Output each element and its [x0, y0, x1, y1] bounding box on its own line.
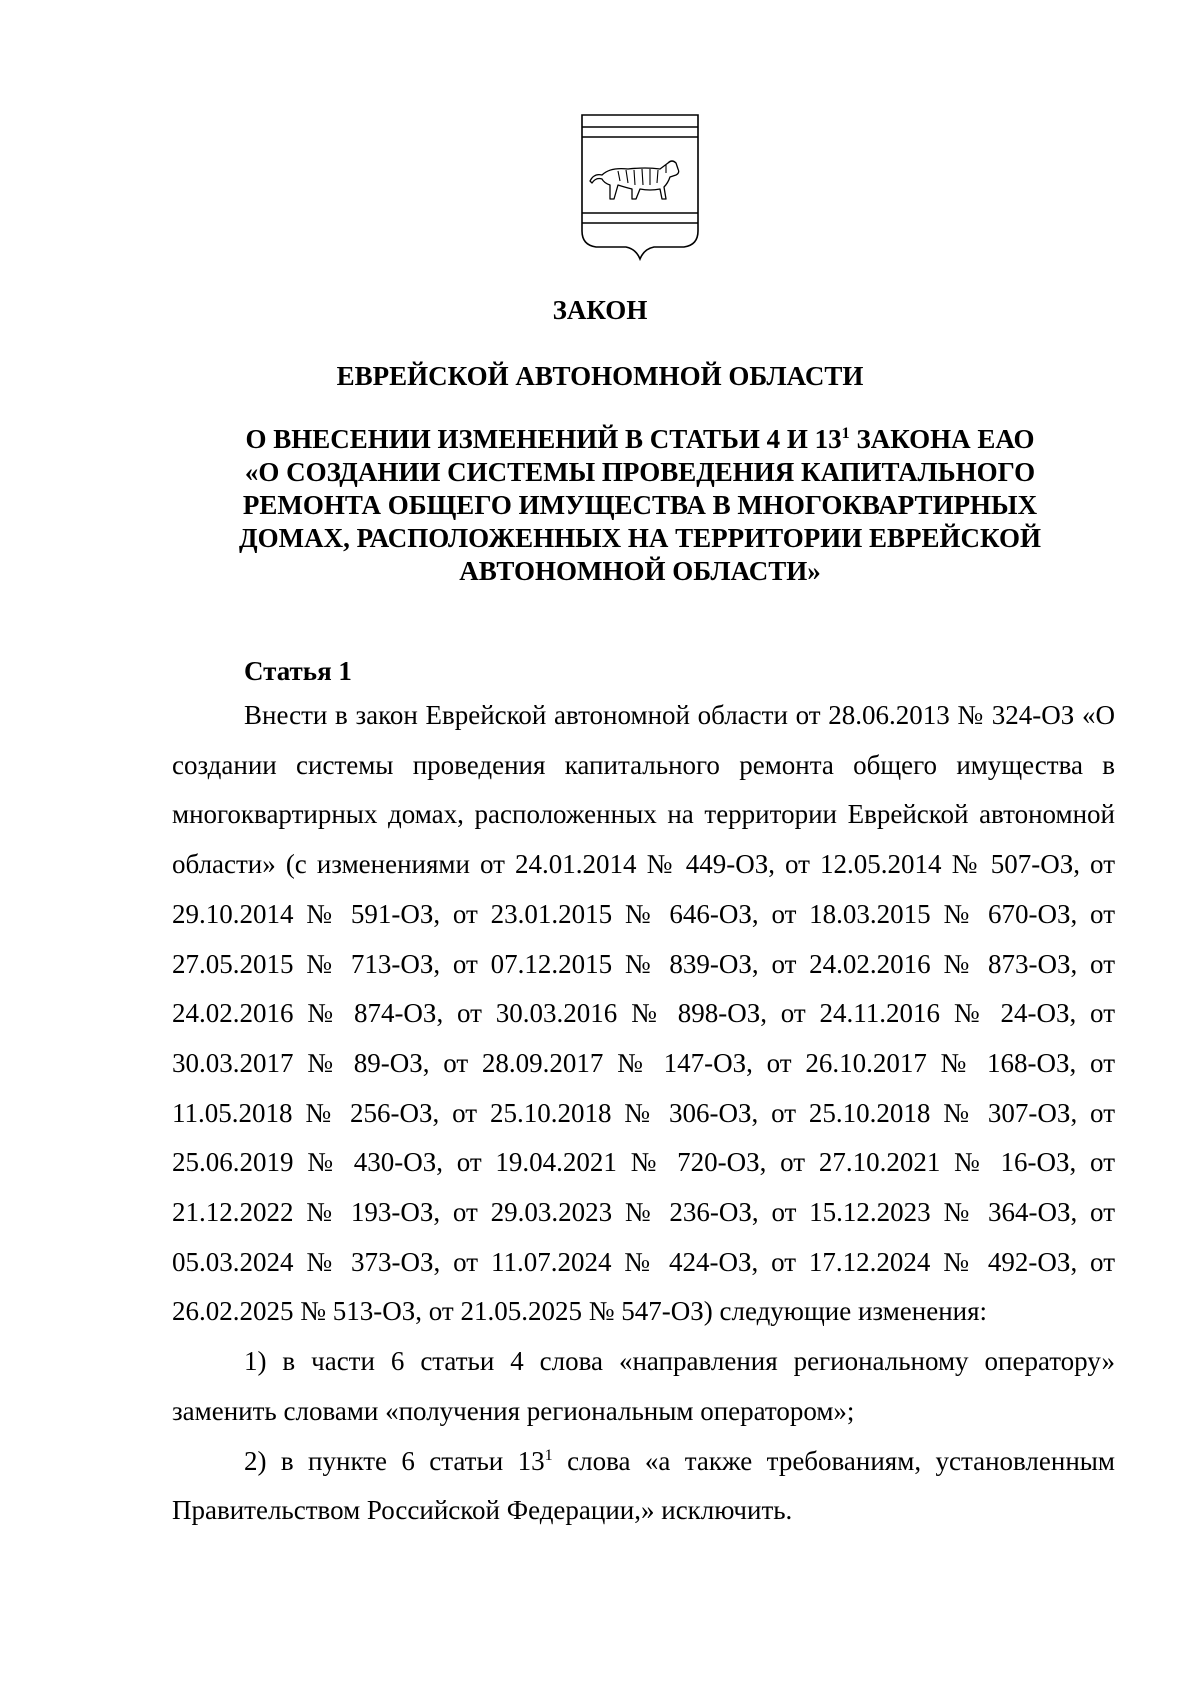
- amendment-item-2: 2) в пункте 6 статьи $13^1$ слова «а также требованиям, установленным Правительством Российской Федерации,» исключить.: [172, 1445, 1115, 1526]
- coat-of-arms-emblem: [580, 113, 700, 263]
- article-heading: Статья 1: [244, 656, 352, 686]
- law-title-line: АВТОНОМНОЙ ОБЛАСТИ»: [459, 556, 821, 586]
- law-title-line: РЕМОНТА ОБЩЕГО ИМУЩЕСТВА В МНОГОКВАРТИРНЫХ: [242, 490, 1038, 520]
- document-type-heading: ЗАКОН: [552, 295, 648, 325]
- law-title-line: «О СОЗДАНИИ СИСТЕМЫ ПРОВЕДЕНИЯ КАПИТАЛЬНОГО: [244, 457, 1036, 487]
- law-title-line: О ВНЕСЕНИИ ИЗМЕНЕНИЙ В СТАТЬИ 4 И $13^1$ ЗАКОНА ЕАО: [245, 424, 1035, 454]
- article-intro-paragraph: Внести в закон Еврейской автономной области от 28.06.2013 № 324-ОЗ «О создании системы проведения капитального ремонта общего имущества в многоквартирных домах, расположенных на территории Еврейской автономной области» (с изменениями от 24.01.2014 № 449-ОЗ, от 12.05.2014 № 507-ОЗ, от 29.10.2014 № 591-ОЗ, от 23.01.2015 № 646-ОЗ, от 18.03.2015 № 670-ОЗ, от 27.05.2015 № 713-ОЗ, от 07.12.2015 № 839-ОЗ, от 24.02.2016 № 873-ОЗ, от 24.02.2016 № 874-ОЗ, от 30.03.2016 № 898-ОЗ, от 24.11.2016 № 24-ОЗ, от 30.03.2017 № 89-ОЗ, от 28.09.2017 № 147-ОЗ, от 26.10.2017 № 168-ОЗ, от 11.05.2018 № 256-ОЗ, от 25.10.2018 № 306-ОЗ, от 25.10.2018 № 307-ОЗ, от 25.06.2019 № 430-ОЗ, от 19.04.2021 № 720-ОЗ, от 27.10.2021 № 16-ОЗ, от 21.12.2022 № 193-ОЗ, от 29.03.2023 № 236-ОЗ, от 15.12.2023 № 364-ОЗ, от 05.03.2024 № 373-ОЗ, от 11.07.2024 № 424-ОЗ, от 17.12.2024 № 492-ОЗ, от 26.02.2025 № 513-ОЗ, от 21.05.2025 № 547-ОЗ) следующие изменения:: [172, 700, 1115, 1327]
- amendment-item-1: 1) в части 6 статьи 4 слова «направления региональному оператору» заменить словами «получения региональным оператором»;: [172, 1346, 1115, 1426]
- region-heading: ЕВРЕЙСКОЙ АВТОНОМНОЙ ОБЛАСТИ: [336, 361, 864, 391]
- law-title-line: ДОМАХ, РАСПОЛОЖЕННЫХ НА ТЕРРИТОРИИ ЕВРЕЙСКОЙ: [239, 523, 1041, 553]
- article-body: [172, 691, 1115, 1536]
- law-title: [200, 423, 1080, 588]
